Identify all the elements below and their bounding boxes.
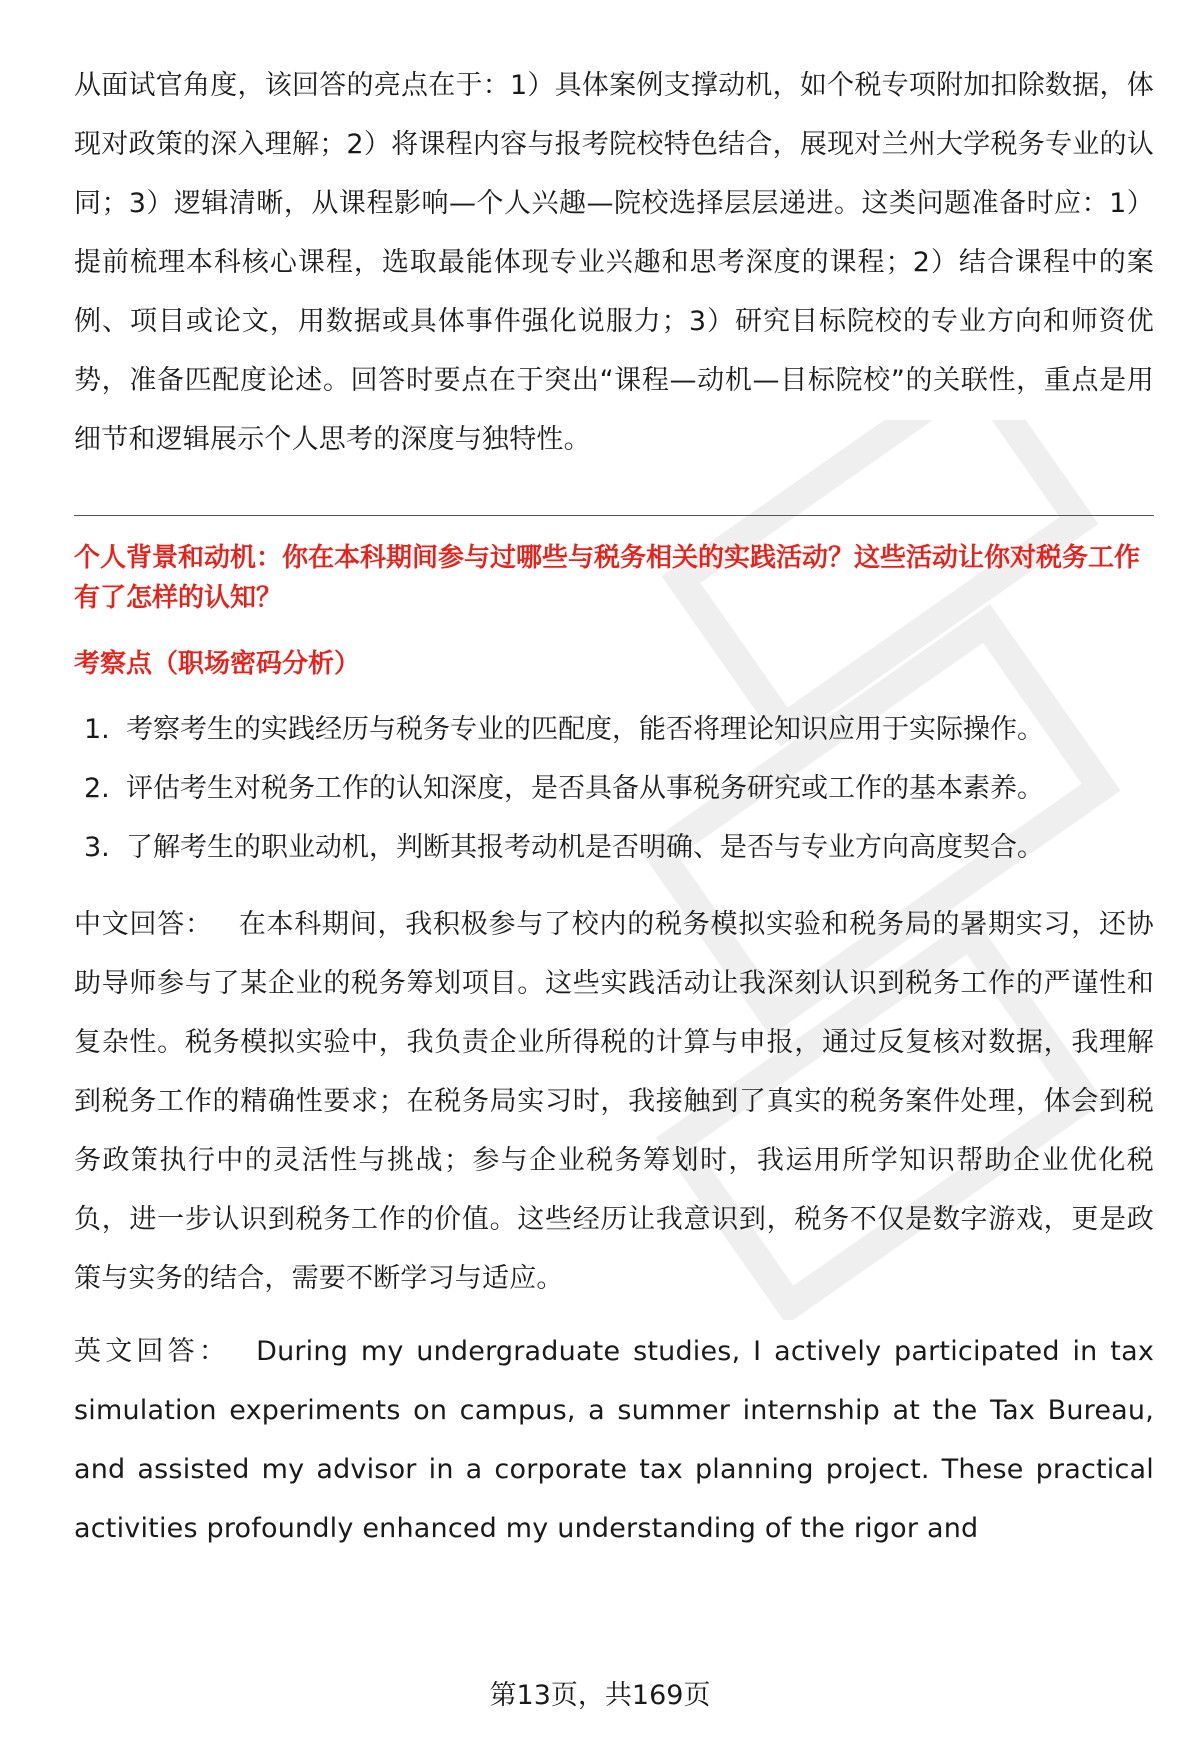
page-content <box>74 56 1154 1558</box>
page-footer: 第13页，共169页 <box>489 1680 711 1711</box>
english-answer-text: During my undergraduate studies, I actively participated in tax simulation experiments on campus, a summer internship at the Tax Bureau, and assisted my advisor in a corporate tax planning project. These practical activities profoundly enhanced my understanding of the rigor and <box>74 1336 1154 1544</box>
list-item-number: 2. <box>84 773 110 804</box>
list-item <box>74 700 1154 759</box>
list-item-text: 评估考生对税务工作的认知深度，是否具备从事税务研究或工作的基本素养。 <box>126 773 1044 804</box>
list-item <box>74 818 1154 877</box>
section-divider <box>74 515 1154 516</box>
english-answer <box>74 1322 1154 1558</box>
chinese-answer <box>74 895 1154 1308</box>
list-item <box>74 759 1154 818</box>
english-answer-label: 英文回答： <box>74 1336 231 1367</box>
assessment-points-list <box>74 700 1154 877</box>
list-item-number: 3. <box>84 832 110 863</box>
list-item-text: 考察考生的实践经历与税务专业的匹配度，能否将理论知识应用于实际操作。 <box>126 714 1044 745</box>
list-item-number: 1. <box>84 714 110 745</box>
assessment-subheading: 考察点（职场密码分析） <box>74 649 361 679</box>
question-title: 个人背景和动机：你在本科期间参与过哪些与税务相关的实践活动？这些活动让你对税务工作有了怎样的认知？ <box>74 543 1141 613</box>
analysis-paragraph: 从面试官角度，该回答的亮点在于：1）具体案例支撑动机，如个税专项附加扣除数据，体现对政策的深入理解；2）将课程内容与报考院校特色结合，展现对兰州大学税务专业的认同；3）逻辑清晰，从课程影响—个人兴趣—院校选择层层递进。这类问题准备时应：1）提前梳理本科核心课程，选取最能体现专业兴趣和思考深度的课程；2）结合课程中的案例、项目或论文，用数据或具体事件强化说服力；3）研究目标院校的专业方向和师资优势，准备匹配度论述。回答时要点在于突出“课程—动机—目标院校”的关联性，重点是用细节和逻辑展示个人思考的深度与独特性。 <box>74 70 1154 455</box>
chinese-answer-text: 在本科期间，我积极参与了校内的税务模拟实验和税务局的暑期实习，还协助导师参与了某企业的税务筹划项目。这些实践活动让我深刻认识到税务工作的严谨性和复杂性。税务模拟实验中，我负责企业所得税的计算与申报，通过反复核对数据，我理解到税务工作的精确性要求；在税务局实习时，我接触到了真实的税务案件处理，体会到税务政策执行中的灵活性与挑战；参与企业税务筹划时，我运用所学知识帮助企业优化税负，进一步认识到税务工作的价值。这些经历让我意识到，税务不仅是数字游戏，更是政策与实务的结合，需要不断学习与适应。 <box>74 909 1154 1294</box>
chinese-answer-label: 中文回答： <box>74 909 213 940</box>
list-item-text: 了解考生的职业动机，判断其报考动机是否明确、是否与专业方向高度契合。 <box>126 832 1044 863</box>
